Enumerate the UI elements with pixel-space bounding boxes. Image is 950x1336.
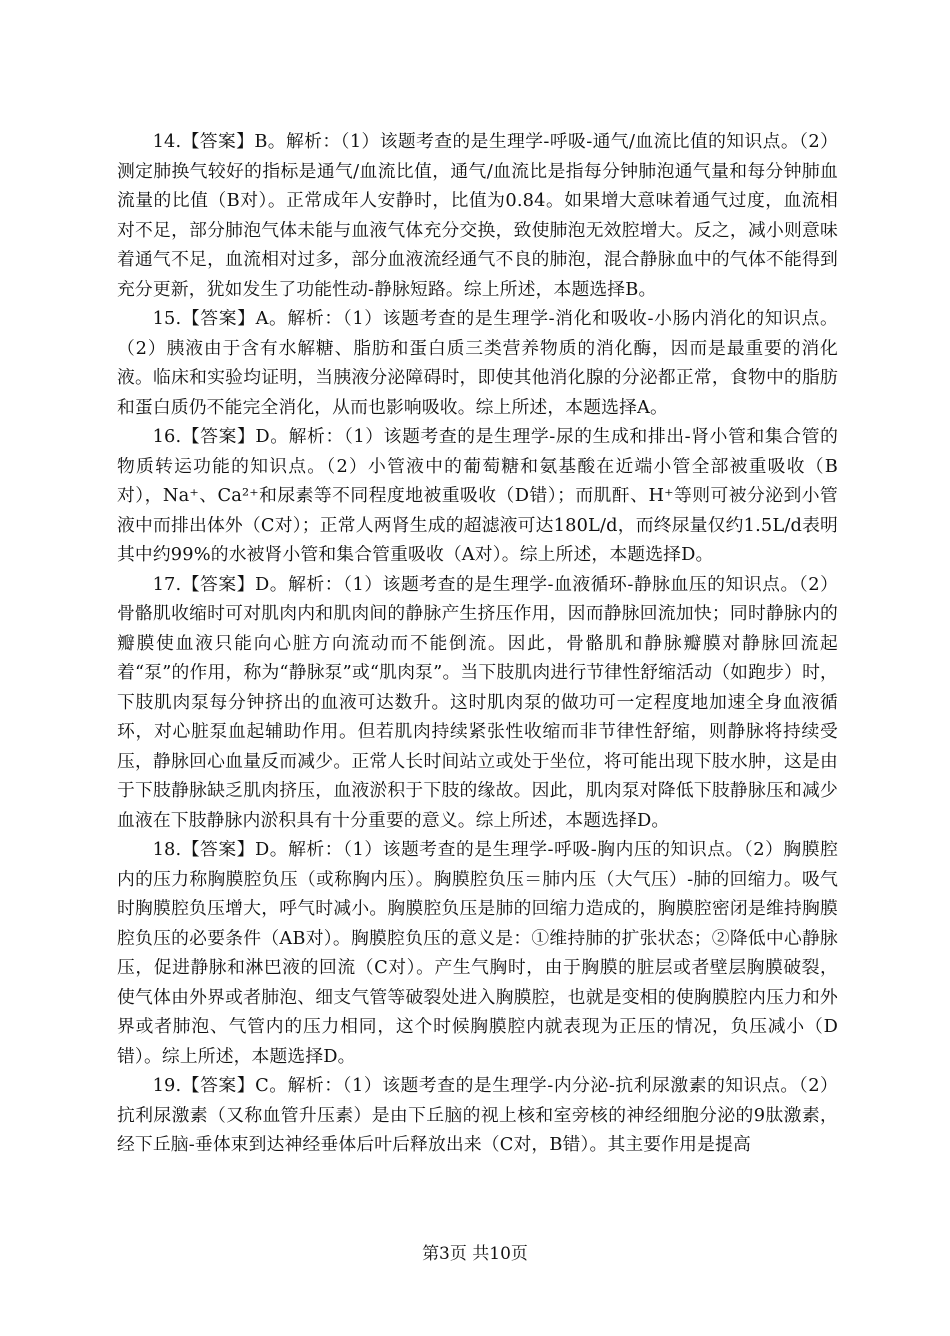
page-footer: 第3页 共10页 [422, 1244, 528, 1264]
answer-paragraph-19: 19.【答案】C。解析：（1）该题考查的是生理学-内分泌-抗利尿激素的知识点。（2）抗利尿激素（又称血管升压素）是由下丘脑的视上核和室旁核的神经细胞分泌的9肽激素，经下丘脑-垂体束到达神经垂体后叶后释放出来（C对，B错）。其主要作用是提高 [117, 1075, 838, 1155]
answer-paragraph-17: 17.【答案】D。解析：（1）该题考查的是生理学-血液循环-静脉血压的知识点。（2）骨骼肌收缩时可对肌肉内和肌肉间的静脉产生挤压作用，因而静脉回流加快；同时静脉内的瓣膜使血液只能向心脏方向流动而不能倒流。因此，骨骼肌和静脉瓣膜对静脉回流起着“泵”的作用，称为“静脉泵”或“肌肉泵”。当下肢肌肉进行节律性舒缩活动（如跑步）时，下肢肌肉泵每分钟挤出的血液可达数升。这时肌肉泵的做功可一定程度地加速全身血液循环，对心脏泵血起辅助作用。但若肌肉持续紧张性收缩而非节律性舒缩，则静脉将持续受压，静脉回心血量反而减少。正常人长时间站立或处于坐位，将可能出现下肢水肿，这是由于下肢静脉缺乏肌肉挤压，血液淤积于下肢的缘故。因此，肌肉泵对降低下肢静脉压和减少血液在下肢静脉内淤积具有十分重要的意义。综上所述，本题选择D。 [117, 573, 838, 831]
answer-paragraph-14: 14.【答案】B。解析：（1）该题考查的是生理学-呼吸-通气/血流比值的知识点。（2）测定肺换气较好的指标是通气/血流比值，通气/血流比是指每分钟肺泡通气量和每分钟肺血流量的比值（B对）。正常成年人安静时，比值为0.84。如果增大意味着通气过度，血流相对不足，部分肺泡气体未能与血液气体充分交换，致使肺泡无效腔增大。反之，减小则意味着通气不足，血流相对过多，部分血液流经通气不良的肺泡，混合静脉血中的气体不能得到充分更新，犹如发生了功能性动-静脉短路。综上所述，本题选择B。 [117, 131, 838, 300]
answer-paragraph-18: 18.【答案】D。解析：（1）该题考查的是生理学-呼吸-胸内压的知识点。（2）胸膜腔内的压力称胸膜腔负压（或称胸内压）。胸膜腔负压＝肺内压（大气压）-肺的回缩力。吸气时胸膜腔负压增大，呼气时减小。胸膜腔负压是肺的回缩力造成的，胸膜腔密闭是维持胸膜腔负压的必要条件（AB对）。胸膜腔负压的意义是：①维持肺的扩张状态；②降低中心静脉压，促进静脉和淋巴液的回流（C对）。产生气胸时，由于胸膜的脏层或者壁层胸膜破裂，使气体由外界或者肺泡、细支气管等破裂处进入胸膜腔，也就是变相的使胸膜腔内压力和外界或者肺泡、气管内的压力相同，这个时候胸膜腔内就表现为正压的情况，负压减小（D错）。综上所述，本题选择D。 [117, 839, 838, 1067]
document-body [117, 127, 838, 1160]
answer-paragraph-15: 15.【答案】A。解析：（1）该题考查的是生理学-消化和吸收-小肠内消化的知识点。（2）胰液由于含有水解糖、脂肪和蛋白质三类营养物质的消化酶，因而是最重要的消化液。临床和实验均证明，当胰液分泌障碍时，即使其他消化腺的分泌都正常，食物中的脂肪和蛋白质仍不能完全消化，从而也影响吸收。综上所述，本题选择A。 [117, 308, 838, 418]
answer-paragraph-16: 16.【答案】D。解析：（1）该题考查的是生理学-尿的生成和排出-肾小管和集合管的物质转运功能的知识点。（2）小管液中的葡萄糖和氨基酸在近端小管全部被重吸收（B对），Na⁺、Ca²⁺和尿素等不同程度地被重吸收（D错）；而肌酐、H⁺等则可被分泌到小管液中而排出体外（C对）；正常人两肾生成的超滤液可达180L/d，而终尿量仅约1.5L/d表明其中约99%的水被肾小管和集合管重吸收（A对）。综上所述，本题选择D。 [117, 426, 838, 565]
